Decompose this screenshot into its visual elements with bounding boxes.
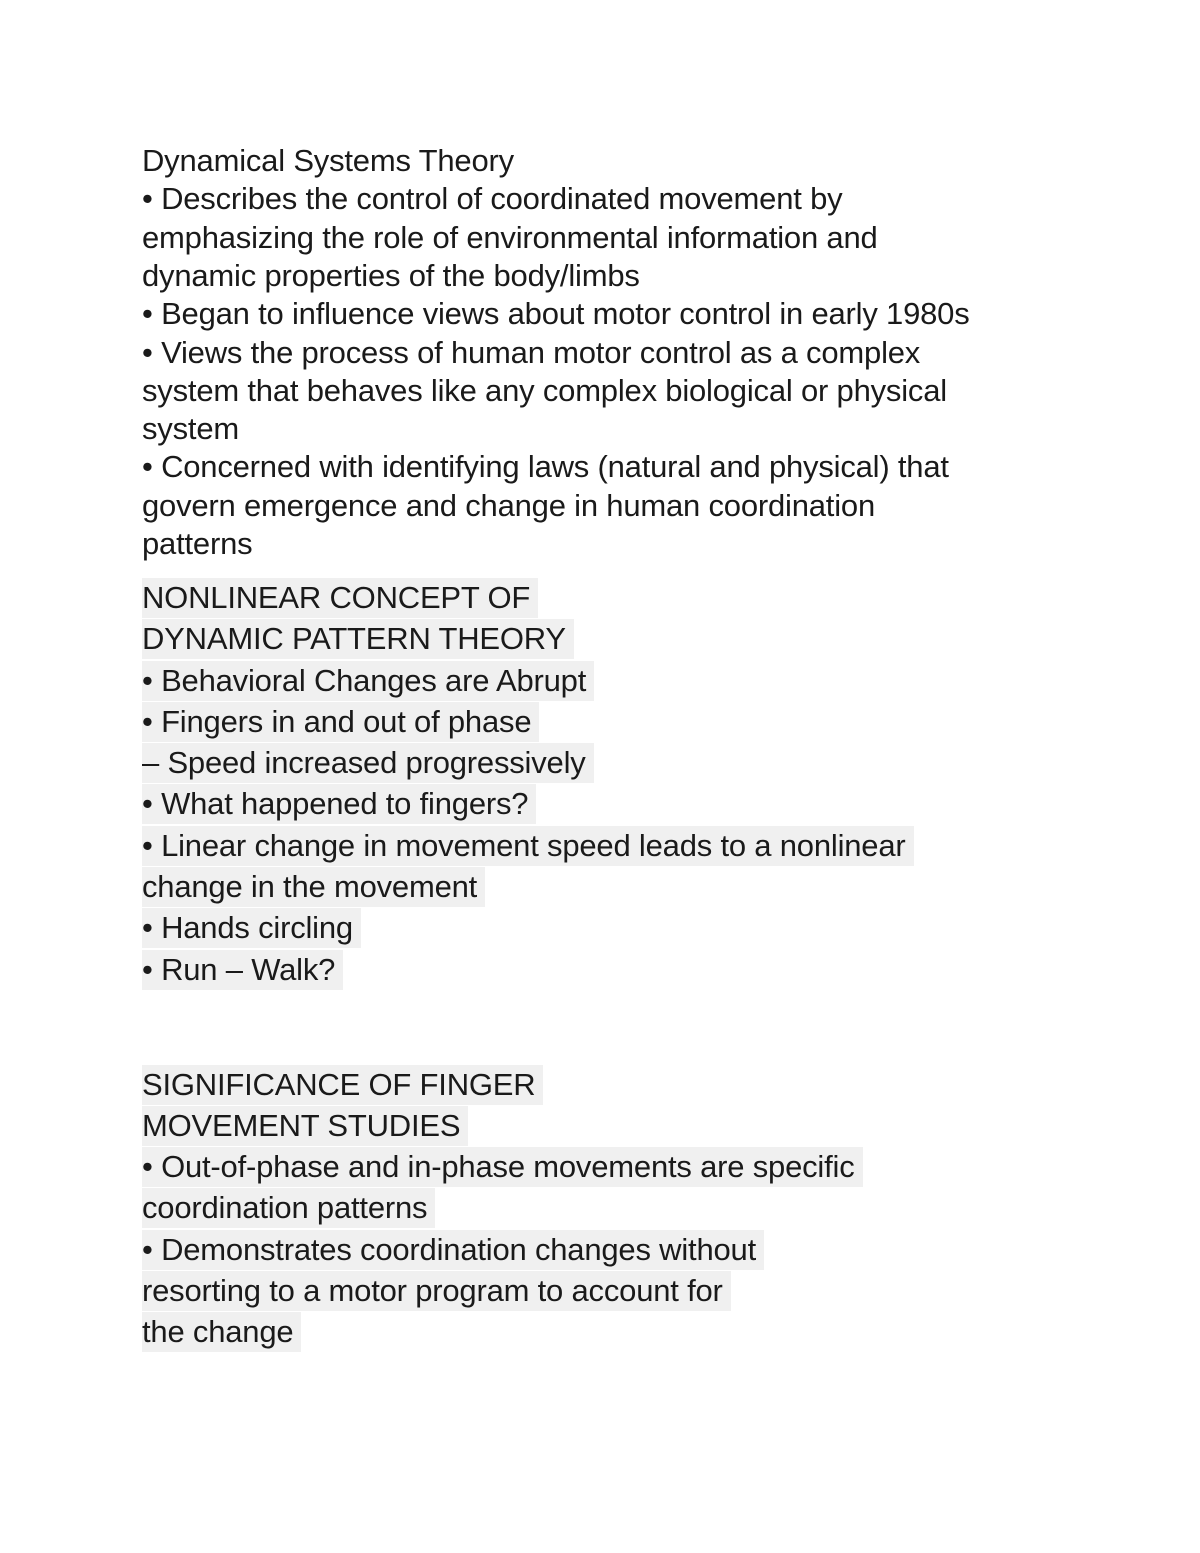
text-line: • Linear change in movement speed leads to a nonlinear — [142, 826, 914, 866]
text-line: • Behavioral Changes are Abrupt — [142, 661, 594, 701]
text-line: resorting to a motor program to account for — [142, 1271, 731, 1311]
text-line: system that behaves like any complex biological or physical — [142, 373, 947, 408]
section-heading: DYNAMIC PATTERN THEORY — [142, 619, 574, 659]
text-line: • Describes the control of coordinated movement by — [142, 181, 843, 216]
text-line: • Fingers in and out of phase — [142, 702, 539, 742]
text-line: coordination patterns — [142, 1188, 435, 1228]
text-line: • Began to influence views about motor control in early 1980s — [142, 296, 970, 331]
text-line: • Views the process of human motor control as a complex — [142, 335, 921, 370]
text-line: – Speed increased progressively — [142, 743, 594, 783]
text-line: emphasizing the role of environmental information and — [142, 220, 878, 255]
text-line: • What happened to fingers? — [142, 784, 536, 824]
text-line: • Demonstrates coordination changes without — [142, 1230, 764, 1270]
text-line: dynamic properties of the body/limbs — [142, 258, 640, 293]
text-line: • Hands circling — [142, 908, 361, 948]
section-title: Dynamical Systems Theory — [142, 143, 514, 178]
text-line: • Out-of-phase and in-phase movements are specific — [142, 1147, 863, 1187]
text-line: • Concerned with identifying laws (natural and physical) that — [142, 449, 949, 484]
text-line: govern emergence and change in human coordination — [142, 488, 875, 523]
section-heading: MOVEMENT STUDIES — [142, 1106, 468, 1146]
section-heading: NONLINEAR CONCEPT OF — [142, 578, 538, 618]
section-heading: SIGNIFICANCE OF FINGER — [142, 1065, 543, 1105]
text-line: • Run – Walk? — [142, 950, 343, 990]
text-line: patterns — [142, 526, 253, 561]
text-line: system — [142, 411, 239, 446]
text-line: change in the movement — [142, 867, 485, 907]
text-line: the change — [142, 1312, 301, 1352]
